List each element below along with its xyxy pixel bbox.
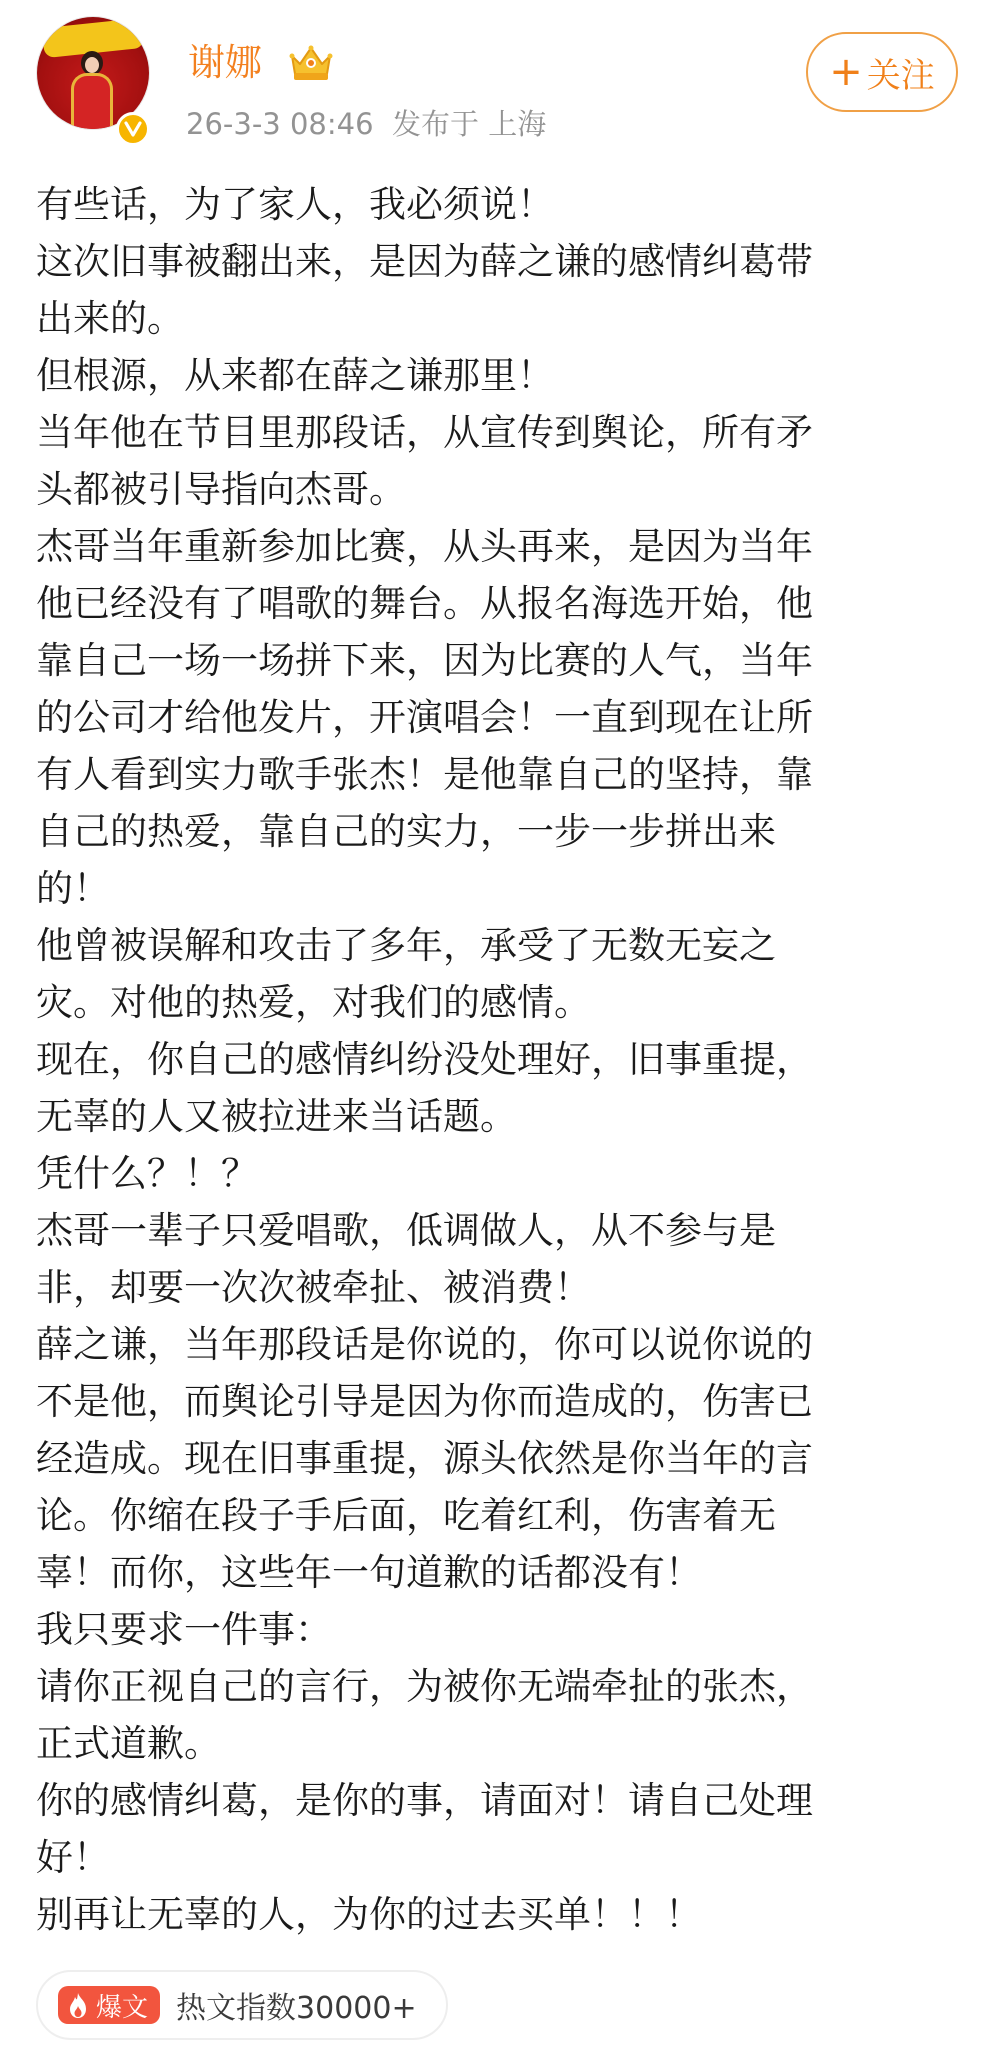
post-text-line: 正式道歉。 bbox=[36, 1722, 221, 1765]
avatar-figure-face bbox=[85, 57, 99, 73]
post-text-line: 无辜的人又被拉进来当话题。 bbox=[36, 1095, 517, 1138]
post-text-line: 当年他在节目里那段话，从宣传到舆论，所有矛 bbox=[36, 411, 813, 454]
post-text-line: 我只要求一件事： bbox=[36, 1608, 332, 1651]
follow-button[interactable] bbox=[806, 32, 958, 112]
flame-icon bbox=[66, 1991, 90, 2019]
avatar-figure-body bbox=[71, 73, 113, 129]
hot-index-text: 热文指数30000+ bbox=[176, 1991, 417, 2026]
post-text-line: 薛之谦，当年那段话是你说的，你可以说你说的 bbox=[36, 1323, 813, 1366]
post-text-line: 请你正视自己的言行，为被你无端牵扯的张杰， bbox=[36, 1665, 813, 1708]
post-text-line: 自己的热爱，靠自己的实力，一步一步拼出来 bbox=[36, 810, 776, 853]
post-text-line: 这次旧事被翻出来，是因为薛之谦的感情纠葛带 bbox=[36, 240, 813, 283]
post-meta bbox=[186, 106, 546, 142]
post-text-line: 好！ bbox=[36, 1836, 110, 1879]
plus-icon: + bbox=[829, 49, 863, 95]
follow-label: 关注 bbox=[866, 55, 935, 96]
post-text-line: 不是他，而舆论引导是因为你而造成的，伤害已 bbox=[36, 1380, 813, 1423]
post-text-line: 你的感情纠葛，是你的事，请面对！请自己处理 bbox=[36, 1779, 813, 1822]
post-text-line: 他曾被误解和攻击了多年，承受了无数无妄之 bbox=[36, 924, 776, 967]
post-header bbox=[0, 0, 1008, 170]
hot-tag-label: 爆文 bbox=[96, 1992, 149, 2023]
post-text-line: 凭什么？！？ bbox=[36, 1152, 258, 1195]
post-text-line: 杰哥当年重新参加比赛，从头再来，是因为当年 bbox=[36, 525, 813, 568]
post-timestamp: 26-3-3 08:46 bbox=[186, 107, 374, 141]
post-text-line: 有些话，为了家人，我必须说！ bbox=[36, 183, 554, 226]
post-body bbox=[36, 176, 976, 1943]
post-text-line: 现在，你自己的感情纠纷没处理好，旧事重提， bbox=[36, 1038, 813, 1081]
post-text-line: 经造成。现在旧事重提，源头依然是你当年的言 bbox=[36, 1437, 813, 1480]
crown-icon bbox=[288, 42, 334, 82]
verified-badge-icon bbox=[116, 112, 150, 146]
post-text-line: 他已经没有了唱歌的舞台。从报名海选开始，他 bbox=[36, 582, 813, 625]
post-text-line: 头都被引导指向杰哥。 bbox=[36, 468, 406, 511]
post-text-line: 杰哥一辈子只爱唱歌，低调做人，从不参与是 bbox=[36, 1209, 776, 1252]
post-text-line: 灾。对他的热爱，对我们的感情。 bbox=[36, 981, 591, 1024]
hot-tag bbox=[58, 1986, 160, 2024]
username[interactable]: 谢娜 bbox=[188, 41, 262, 84]
post-text-line: 非，却要一次次被牵扯、被消费！ bbox=[36, 1266, 591, 1309]
post-text-line: 出来的。 bbox=[36, 297, 184, 340]
post-text-line: 靠自己一场一场拼下来，因为比赛的人气，当年 bbox=[36, 639, 813, 682]
post-text-line: 但根源，从来都在薛之谦那里！ bbox=[36, 354, 554, 397]
post-text-line: 论。你缩在段子手后面，吃着红利，伤害着无 bbox=[36, 1494, 776, 1537]
post-text-line: 别再让无辜的人，为你的过去买单！！！ bbox=[36, 1893, 702, 1936]
post-text-line: 辜！而你，这些年一句道歉的话都没有！ bbox=[36, 1551, 702, 1594]
post-text-line: 的！ bbox=[36, 867, 110, 910]
location-prefix: 发布于 bbox=[391, 107, 479, 141]
hot-index-badge[interactable] bbox=[36, 1970, 448, 2040]
post-text-line: 的公司才给他发片，开演唱会！一直到现在让所 bbox=[36, 696, 813, 739]
post-text-line: 有人看到实力歌手张杰！是他靠自己的坚持，靠 bbox=[36, 753, 813, 796]
post-location: 上海 bbox=[488, 107, 547, 141]
